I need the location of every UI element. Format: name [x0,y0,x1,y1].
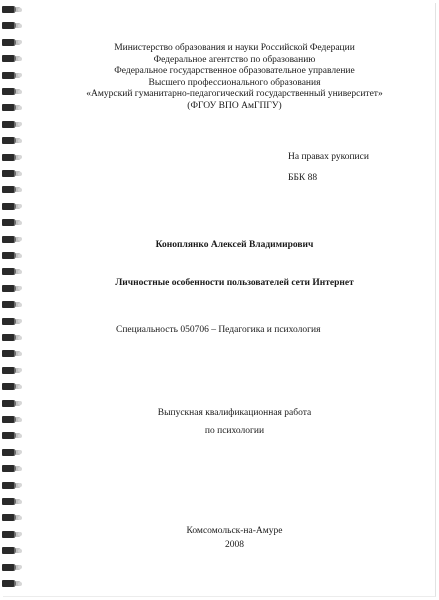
binding-hole [18,24,22,28]
header-line-higher-education: Высшего профессионального образования [148,77,321,88]
binding-ring [2,318,16,325]
binding-ring [2,580,16,587]
binding-ring [2,6,16,13]
rights-block [288,152,369,194]
binding-hole [18,40,22,44]
binding-hole [18,254,22,258]
binding-ring [2,137,16,144]
binding-ring [2,547,16,554]
binding-ring [2,350,16,357]
binding-ring [2,498,16,505]
binding-hole [18,155,22,159]
binding-ring [2,170,16,177]
year: 2008 [225,540,244,550]
binding-ring [2,334,16,341]
binding-hole [18,172,22,176]
binding-hole [18,418,22,422]
binding-ring [2,88,16,95]
binding-hole [18,303,22,307]
institution-header [30,43,439,112]
binding-hole [18,319,22,323]
binding-ring [2,531,16,538]
binding-hole [18,336,22,340]
binding-ring [2,268,16,275]
binding-ring [2,203,16,210]
spiral-binding [0,0,26,600]
binding-hole [18,8,22,12]
binding-ring [2,236,16,243]
binding-ring [2,449,16,456]
binding-ring [2,154,16,161]
binding-hole [18,434,22,438]
city: Комсомольск-на-Амуре [186,526,283,536]
thesis-title: Личностные особенности пользователей сети Интернет [115,278,354,288]
binding-ring [2,465,16,472]
binding-hole [18,532,22,536]
binding-ring [2,367,16,374]
specialty-line: Специальность 050706 – Педагогика и психология [116,325,321,335]
binding-hole [18,221,22,225]
binding-hole [18,286,22,290]
binding-ring [2,39,16,46]
header-line-federal-institution: Федеральное государственное образовательное управление [114,66,355,76]
binding-hole [18,73,22,77]
binding-ring [2,285,16,292]
binding-ring [2,22,16,29]
binding-hole [18,467,22,471]
binding-hole [18,90,22,94]
author-name: Коноплянко Алексей Владимирович [155,240,314,250]
binding-hole [18,106,22,110]
header-line-university-name: «Амурский гуманитарно-педагогический государственный университет» [86,89,383,99]
binding-ring [2,121,16,128]
work-type: Выпускная квалификационная работа [157,408,312,418]
binding-hole [18,188,22,192]
binding-ring [2,482,16,489]
binding-hole [18,237,22,241]
binding-hole [18,565,22,569]
work-subject: по психологии [204,426,265,436]
binding-hole [18,401,22,405]
binding-hole [18,483,22,487]
binding-hole [18,450,22,454]
binding-ring [2,514,16,521]
binding-ring [2,416,16,423]
binding-ring [2,55,16,62]
header-line-agency: Федеральное агентство по образованию [153,54,316,65]
manuscript-rights: На правах рукописи [288,152,369,162]
binding-hole [18,549,22,553]
binding-ring [2,400,16,407]
binding-ring [2,564,16,571]
binding-hole [18,122,22,126]
binding-hole [18,57,22,61]
binding-ring [2,219,16,226]
binding-hole [18,270,22,274]
binding-ring [2,301,16,308]
bbk-code: ББК 88 [288,173,318,183]
binding-hole [18,204,22,208]
binding-ring [2,72,16,79]
header-line-university-abbr: (ФГОУ ВПО АмГПГУ) [187,100,282,111]
binding-hole [18,139,22,143]
binding-ring [2,186,16,193]
binding-hole [18,352,22,356]
binding-hole [18,385,22,389]
binding-hole [18,500,22,504]
binding-hole [18,582,22,586]
binding-hole [18,368,22,372]
binding-ring [2,104,16,111]
binding-ring [2,252,16,259]
binding-ring [2,383,16,390]
binding-ring [2,432,16,439]
header-line-ministry: Министерство образования и науки Российской Федерации [114,43,355,53]
binding-hole [18,516,22,520]
